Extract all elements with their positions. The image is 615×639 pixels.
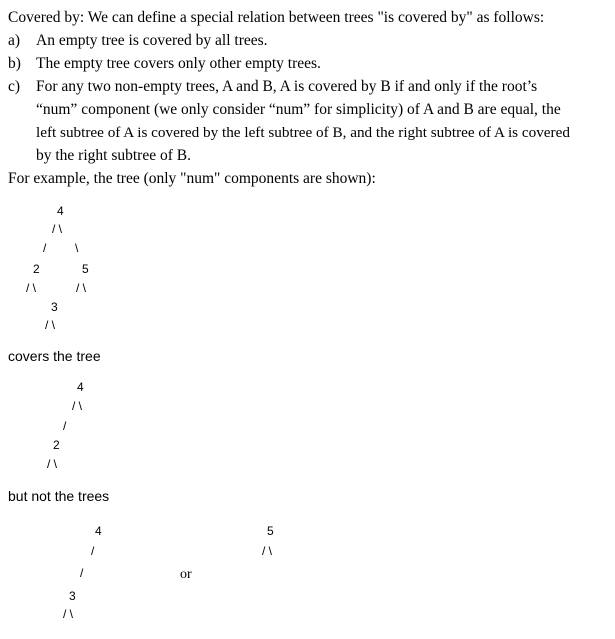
item-c-marker: c) [8,78,21,95]
item-b-text: The empty tree covers only other empty trees. [36,55,321,72]
item-a-marker: a) [8,32,21,49]
tree1-left-branch: / [43,241,47,255]
tree2-node-2: 2 [53,438,60,452]
or-separator: or [180,567,192,582]
tree1-node-3-branches: / \ [45,318,56,332]
definition-intro: Covered by: We can define a special relation between trees "is covered by" as follows: [8,9,545,26]
caption-covers: covers the tree [8,348,101,364]
tree1-root-node: 4 [57,204,64,218]
item-b-marker: b) [8,55,21,72]
item-c-line-2: “num” component (we only consider “num” for simplicity) of A and B are equal, the [36,101,561,118]
tree2-node-2-branches: / \ [47,457,58,471]
tree1-node-5-branches: / \ [76,281,87,295]
item-c-line-4: by the right subtree of B. [36,147,191,164]
tree3-root-node: 4 [95,524,102,538]
tree3-root-branch: / [91,544,95,558]
tree1-node-3: 3 [51,300,58,314]
item-a-text: An empty tree is covered by all trees. [36,32,268,49]
tree3-node-3: 3 [69,589,76,603]
tree2-root-branches: / \ [72,399,83,413]
tree1-root-branches: / \ [52,222,63,236]
tree1-right-branch: \ [75,241,79,255]
tree4-root-branches: / \ [262,544,273,558]
item-c-line-1: For any two non-empty trees, A and B, A is covered by B if and only if the root’s [36,78,538,95]
caption-not: but not the trees [8,488,110,504]
item-c-line-3: left subtree of A is covered by the left subtree of B, and the right subtree of A is covered [36,124,570,141]
tree3-left-branch: / [80,566,84,580]
tree4-root-node: 5 [267,524,274,538]
tree3-node-3-branches: / \ [63,607,74,621]
tree2-root-node: 4 [77,380,84,394]
tree1-node-2-branches: / \ [26,281,37,295]
tree1-node-2: 2 [33,262,40,276]
example-intro: For example, the tree (only "num" components are shown): [8,170,376,187]
tree1-node-5: 5 [82,262,89,276]
tree2-left-branch: / [63,419,67,433]
